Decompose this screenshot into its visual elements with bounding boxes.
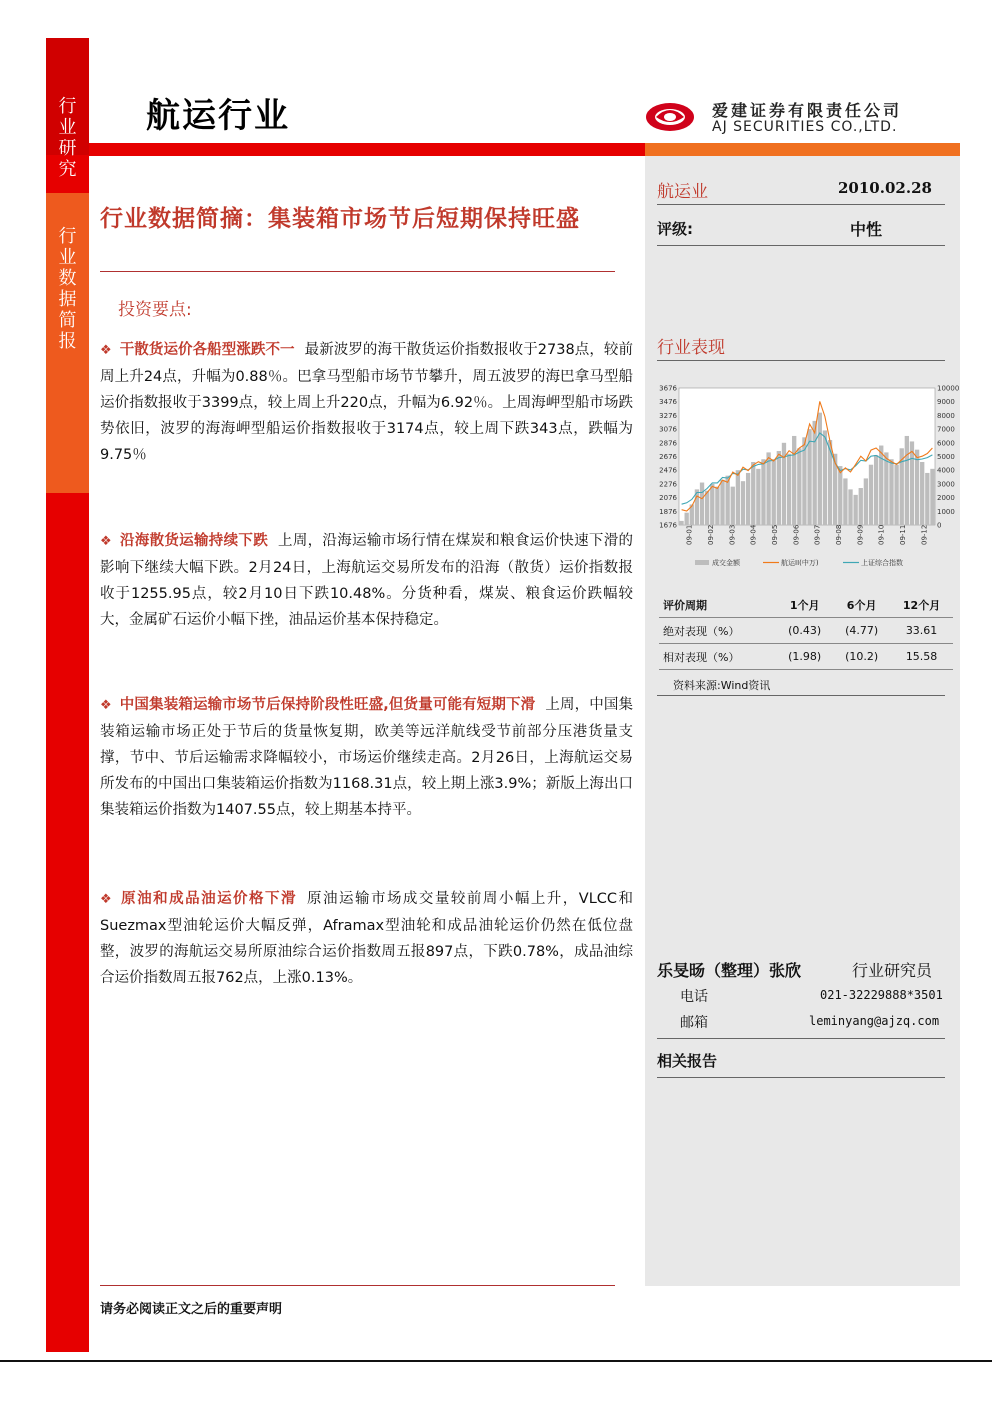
point-dry-bulk	[100, 337, 633, 468]
footer-divider	[100, 1285, 615, 1286]
diamond-bullet-icon: ❖	[100, 534, 112, 549]
volume-bar	[915, 450, 919, 525]
x-axis-tick-label: 09-03	[728, 524, 737, 545]
volume-bar	[751, 462, 755, 525]
left-label-char: 据	[58, 289, 77, 310]
right-axis-tick-label: 3000	[937, 480, 955, 489]
right-axis-tick-label: 2000	[937, 494, 955, 503]
left-label-char: 简	[58, 310, 77, 331]
volume-bar	[823, 430, 827, 525]
left-axis-tick-label: 2476	[659, 466, 677, 475]
rating-label: 评级:	[657, 220, 693, 238]
x-axis-tick-label: 09-02	[707, 524, 715, 545]
disclaimer-note: 请务必阅读正文之后的重要声明	[100, 1302, 283, 1317]
volume-bar	[859, 488, 863, 525]
volume-bar	[843, 478, 847, 525]
point-body: 最新波罗的海干散货运价指数报收于2738点，较前周上升24点，升幅为0.88％。巴拿马型船市场节节攀升，周五波罗的海巴拿马型船运价指数报收于3399点，较上周上升220点，升幅为6.92％。上周海岬型船市场跌势依旧，波罗的海海岬型船运价指数报收于3174点，较上周下跌343点，跌幅为9.75％	[100, 342, 634, 463]
volume-bar	[746, 473, 750, 525]
legend-swatch-volume	[695, 560, 709, 565]
volume-bar	[700, 483, 704, 525]
left-label-char: 行	[58, 96, 77, 117]
right-axis-tick-label: 9000	[937, 398, 955, 407]
right-axis-tick-label: 5000	[937, 453, 955, 461]
volume-bar	[679, 521, 683, 525]
volume-bar	[756, 469, 760, 525]
volume-bar	[925, 473, 929, 525]
x-axis-tick-label: 09-10	[877, 524, 886, 545]
performance-heading: 行业表现	[657, 338, 725, 358]
right-axis-tick-label: 7000	[937, 425, 955, 434]
volume-bar	[766, 452, 770, 525]
volume-bar	[894, 465, 898, 525]
company-name-cn: 爱建证券有限责任公司	[712, 101, 903, 120]
left-axis-tick-label: 2876	[659, 439, 677, 448]
volume-bar	[792, 436, 796, 525]
volume-bar	[884, 452, 888, 525]
title-divider	[100, 271, 615, 272]
volume-bar	[710, 484, 714, 525]
diamond-bullet-icon: ❖	[100, 698, 112, 713]
volume-bar	[731, 487, 735, 525]
volume-bar	[715, 487, 719, 525]
related-reports-heading: 相关报告	[657, 1052, 718, 1070]
side-divider	[657, 695, 945, 696]
volume-bar	[772, 459, 776, 525]
table-header-cell: 12个月	[890, 592, 953, 618]
volume-bar	[874, 455, 878, 525]
side-divider	[657, 1038, 945, 1039]
point-oil-tanker	[100, 886, 633, 991]
point-heading: 沿海散货运输持续下跌	[119, 533, 269, 549]
side-divider	[657, 1077, 945, 1078]
point-container	[100, 692, 633, 823]
x-axis-tick-label: 09-12	[920, 524, 929, 545]
header-orange-rule	[645, 143, 960, 156]
volume-bar	[848, 489, 852, 525]
diamond-bullet-icon: ❖	[100, 892, 114, 907]
point-heading: 原油和成品油运价格下滑	[121, 891, 298, 907]
side-divider	[657, 360, 945, 361]
volume-bar	[777, 451, 781, 525]
x-axis-tick-label: 09-09	[856, 524, 865, 545]
left-axis-tick-label: 1676	[659, 521, 677, 530]
volume-bar	[838, 466, 842, 525]
analyst-name: 乐旻旸（整理）张欣	[657, 961, 802, 980]
volume-bar	[813, 421, 817, 525]
x-axis-tick-label: 09-07	[813, 524, 822, 545]
point-body: 原油运输市场成交量较前周小幅上升，VLCC和Suezmax型油轮运价大幅反弹，Aframax型油轮和成品油轮运价仍然在低位盘整，波罗的海航运交易所原油综合运价指数周五报897点，下跌0.78%，成品油综合运价指数周五报762点，上涨0.13%。	[100, 891, 634, 986]
left-label-char: 究	[58, 159, 77, 180]
rating-value: 中性	[850, 220, 883, 239]
left-axis-tick-label: 3076	[659, 425, 677, 434]
email-address: leminyang@ajzq.com	[809, 1014, 940, 1028]
table-cell: (0.43)	[776, 618, 833, 644]
table-cell: 15.58	[890, 644, 953, 670]
right-axis-tick-label: 8000	[937, 411, 955, 420]
performance-table	[659, 592, 953, 670]
point-coastal-bulk	[100, 528, 633, 633]
volume-bar	[930, 469, 934, 525]
volume-bar	[705, 491, 709, 525]
diamond-bullet-icon: ❖	[100, 343, 112, 358]
legend-label-industry: 航运II(中万)	[781, 559, 819, 567]
x-axis-tick-label: 09-08	[835, 524, 843, 545]
table-cell: 33.61	[890, 618, 953, 644]
table-header-cell: 评价周期	[659, 592, 776, 618]
volume-bar	[920, 462, 924, 525]
table-cell: (10.2)	[833, 644, 890, 670]
left-label-data-brief	[46, 226, 89, 352]
right-axis-tick-label: 1000	[937, 507, 955, 516]
side-panel	[645, 156, 960, 1286]
volume-bar	[869, 465, 873, 525]
table-header-cell: 6个月	[833, 592, 890, 618]
phone-number: 021-32229888*3501	[820, 988, 943, 1002]
side-divider	[657, 245, 945, 246]
table-row	[659, 644, 953, 670]
right-axis-tick-label: 6000	[937, 439, 955, 448]
volume-bar	[889, 459, 893, 525]
left-label-char: 业	[58, 247, 77, 268]
side-divider	[657, 204, 945, 205]
point-body: 上周，中国集装箱运输市场正处于节后的货量恢复期，欧美等远洋航线受节前部分压港货量支撑，节中、节后运输需求降幅较小，市场运价继续走高。2月26日，上海航运交易所发布的中国出口集装箱运价指数为1168.31点，较上期上涨3.9%；新版上海出口集装箱运价指数为1407.55点，较上期基本持平。	[100, 697, 634, 818]
left-axis-tick-label: 3476	[659, 398, 677, 407]
left-label-char: 行	[58, 226, 77, 247]
volume-bar	[720, 480, 724, 525]
left-axis-tick-label: 1876	[659, 507, 677, 516]
point-body: 上周，沿海运输市场行情在煤炭和粮食运价快速下滑的影响下继续大幅下跌。2月24日，上海航运交易所发布的沿海（散货）运价指数报收于1255.95点，较2月10日下跌10.48%。分货种看，煤炭、粮食运价跌幅较大，金属矿石运价小幅下挫，油品运价基本保持稳定。	[100, 533, 634, 628]
table-cell: 相对表现（%）	[659, 644, 776, 670]
phone-label: 电话	[680, 989, 708, 1005]
page-bottom-rule	[0, 1360, 992, 1362]
table-header-row	[659, 592, 953, 618]
volume-bar	[787, 454, 791, 525]
point-heading: 干散货运价各船型涨跌不一	[119, 342, 295, 358]
x-axis-tick-label: 09-01	[685, 524, 694, 545]
left-color-band	[46, 38, 89, 1352]
table-row	[659, 618, 953, 644]
volume-bar	[725, 476, 729, 525]
x-axis-tick-label: 09-06	[792, 524, 801, 545]
left-axis-tick-label: 2676	[659, 453, 677, 461]
company-name-en: AJ SECURITIES CO.,LTD.	[712, 119, 898, 135]
left-label-char: 业	[58, 117, 77, 138]
left-axis-tick-label: 2276	[659, 480, 677, 489]
volume-bar	[864, 478, 868, 525]
volume-bar	[685, 513, 689, 525]
table-cell: (1.98)	[776, 644, 833, 670]
industry-performance-chart	[655, 380, 965, 575]
volume-bar	[797, 448, 801, 525]
left-label-char: 研	[58, 138, 77, 159]
x-axis-tick-label: 09-05	[771, 524, 779, 545]
page-title: 航运行业	[146, 96, 290, 136]
industry-name: 航运业	[657, 182, 708, 202]
document-title: 行业数据简摘：集装箱市场节后短期保持旺盛	[100, 206, 580, 232]
analyst-title: 行业研究员	[852, 961, 933, 980]
left-axis-tick-label: 3276	[659, 411, 677, 420]
email-label: 邮箱	[680, 1015, 708, 1031]
left-label-char: 数	[58, 268, 77, 289]
x-axis-tick-label: 09-04	[749, 524, 758, 545]
table-header-cell: 1个月	[776, 592, 833, 618]
point-heading: 中国集装箱运输市场节后保持阶段性旺盛,但货量可能有短期下滑	[119, 697, 536, 713]
volume-bar	[761, 459, 765, 525]
volume-bar	[736, 470, 740, 525]
left-axis-tick-label: 3676	[659, 384, 677, 393]
volume-bar	[853, 495, 857, 525]
left-axis-tick-label: 2076	[659, 494, 677, 503]
legend-label-volume: 成交金额	[712, 559, 740, 567]
report-date: 2010.02.28	[838, 179, 932, 197]
table-cell: 绝对表现（%）	[659, 618, 776, 644]
x-axis-tick-label: 09-11	[899, 524, 907, 545]
volume-bar	[905, 436, 909, 525]
legend-label-index: 上证综合指数	[861, 559, 903, 567]
table-cell: (4.77)	[833, 618, 890, 644]
right-axis-tick-label: 0	[937, 521, 942, 530]
left-label-char: 报	[58, 331, 77, 352]
right-axis-tick-label: 4000	[937, 466, 955, 475]
data-source: 资料来源:Wind资讯	[673, 679, 771, 692]
volume-bar	[818, 413, 822, 525]
right-axis-tick-label: 10000	[937, 384, 960, 393]
left-label-industry-research	[46, 96, 89, 180]
investment-points-heading: 投资要点:	[118, 300, 192, 320]
volume-bar	[741, 481, 745, 525]
